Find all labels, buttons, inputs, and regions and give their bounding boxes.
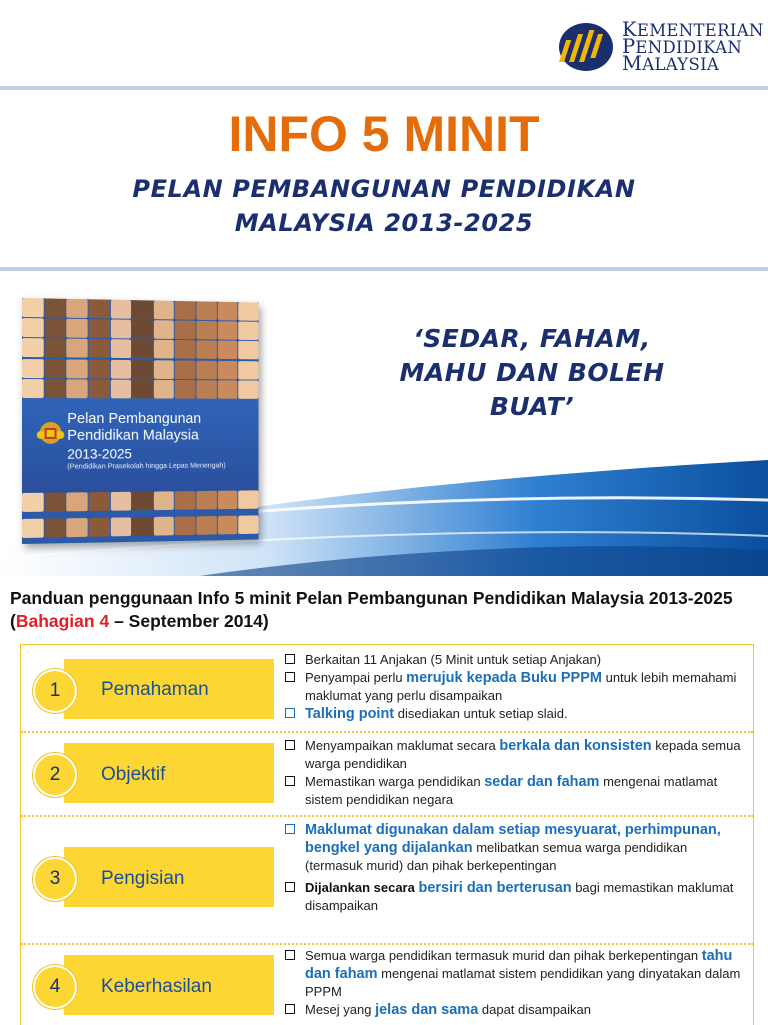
book-title-band xyxy=(22,398,259,493)
book-title-1: Pelan Pembangunan xyxy=(67,410,202,427)
table-row xyxy=(21,943,753,1025)
student-photo-tile xyxy=(218,302,238,321)
student-photo-tile xyxy=(44,518,65,537)
checkbox-bullet-icon xyxy=(285,1004,295,1014)
student-photo-tile xyxy=(239,341,259,360)
row-items xyxy=(283,651,745,723)
student-photo-tile xyxy=(44,379,65,398)
student-photo-tile xyxy=(22,493,43,512)
student-photo-tile xyxy=(67,359,88,378)
book-years: 2013-2025 xyxy=(67,445,132,462)
slogan-line-1: ‘SEDAR, FAHAM, xyxy=(413,324,651,353)
subtitle-line-1: PELAN PEMBANGUNAN PENDIDIKAN xyxy=(132,175,636,203)
student-photo-tile xyxy=(89,492,110,511)
student-photo-tile xyxy=(196,360,216,379)
checkbox-bullet-icon xyxy=(285,824,295,834)
student-photo-tile xyxy=(89,379,110,398)
student-photo-tile xyxy=(239,322,259,341)
list-item: Penyampai perlu merujuk kepada Buku PPPM untuk lebih memahami maklumat yang perlu disampaikan xyxy=(283,669,745,705)
row-label: Objektif xyxy=(101,764,166,785)
book-title-2: Pendidikan Malaysia xyxy=(67,426,199,444)
student-photo-tile xyxy=(132,320,153,339)
student-photo-tile xyxy=(239,380,259,398)
student-photo-tile xyxy=(22,318,43,337)
student-photo-tile xyxy=(196,301,216,320)
ministry-name: KEMENTERIAN PENDIDIKAN MALAYSIA xyxy=(622,18,764,75)
usage-guide-heading: Panduan penggunaan Info 5 minit Pelan Pembangunan Pendidikan Malaysia 2013-2025 (Bahagian 4 – September 2014) xyxy=(10,588,733,631)
student-photo-tile xyxy=(44,359,65,378)
row-number-badge: 4 xyxy=(33,965,77,1009)
student-photo-tile xyxy=(154,380,174,399)
student-photo-tile xyxy=(239,490,259,509)
list-item: Berkaitan 11 Anjakan (5 Minit untuk setiap Anjakan) xyxy=(283,651,745,669)
page-subtitle xyxy=(0,172,768,240)
checkbox-bullet-icon xyxy=(285,672,295,682)
student-photo-tile xyxy=(175,321,195,340)
student-photo-tile xyxy=(22,338,43,357)
student-photo-tile xyxy=(67,492,88,511)
student-photo-tile xyxy=(132,380,153,399)
book-scope: (Pendidikan Prasekolah hingga Lepas Menengah) xyxy=(67,460,226,471)
student-photo-tile xyxy=(154,360,174,379)
row-items xyxy=(283,737,745,809)
student-photo-tile xyxy=(110,492,131,511)
student-photo-tile xyxy=(175,491,195,510)
student-photo-tile xyxy=(67,379,88,398)
part-label: Bahagian 4 xyxy=(15,611,110,631)
malaysia-crest-icon xyxy=(36,420,65,446)
student-photo-tile xyxy=(110,320,131,339)
student-photo-tile xyxy=(44,298,65,317)
student-photo-tile xyxy=(132,300,153,319)
ministry-emblem-icon xyxy=(558,22,614,72)
student-photo-tile xyxy=(44,339,65,358)
student-photo-tile xyxy=(154,340,174,359)
row-label: Pengisian xyxy=(101,868,185,889)
table-row xyxy=(21,731,753,815)
row-number-badge: 2 xyxy=(33,753,77,797)
student-photo-tile xyxy=(22,359,43,378)
student-photo-tile xyxy=(132,340,153,359)
student-photo-tile xyxy=(154,320,174,339)
slogan xyxy=(352,322,712,424)
student-photo-tile xyxy=(239,302,259,321)
student-photo-tile xyxy=(89,319,110,338)
student-photo-tile xyxy=(196,491,216,510)
checkbox-bullet-icon xyxy=(285,950,295,960)
student-photo-tile xyxy=(196,516,216,535)
student-photo-tile xyxy=(196,341,216,360)
table-row xyxy=(21,645,753,731)
list-item: Menyampaikan maklumat secara berkala dan konsisten kepada semua warga pendidikan xyxy=(283,737,745,773)
slogan-line-3: BUAT’ xyxy=(489,392,575,421)
student-photo-tile xyxy=(110,379,131,398)
student-photos-top xyxy=(22,298,259,399)
student-photo-tile xyxy=(22,379,43,398)
student-photo-tile xyxy=(175,516,195,535)
row-label-bar xyxy=(64,743,274,803)
student-photo-tile xyxy=(239,361,259,379)
student-photo-tile xyxy=(154,301,174,320)
checkbox-bullet-icon xyxy=(285,882,295,892)
list-item: Maklumat digunakan dalam setiap mesyuarat, perhimpunan, bengkel yang dijalankan melibatkan semua warga pendidikan (termasuk murid) dan pihak berkepentingan xyxy=(283,821,745,875)
row-number-badge: 3 xyxy=(33,857,77,901)
row-items xyxy=(283,821,745,915)
student-photo-tile xyxy=(67,319,88,338)
student-photo-tile xyxy=(110,359,131,378)
list-item: Talking point disediakan untuk setiap slaid. xyxy=(283,705,745,723)
student-photo-tile xyxy=(218,321,238,340)
ministry-logo xyxy=(558,20,763,75)
student-photo-tile xyxy=(110,517,131,536)
checkbox-bullet-icon xyxy=(285,708,295,718)
student-photos-bottom xyxy=(22,490,259,544)
checkbox-bullet-icon xyxy=(285,654,295,664)
student-photo-tile xyxy=(132,517,153,536)
row-label: Pemahaman xyxy=(101,679,209,700)
student-photo-tile xyxy=(239,515,259,534)
subtitle-line-2: MALAYSIA 2013-2025 xyxy=(234,209,534,237)
student-photo-tile xyxy=(218,516,238,535)
student-photo-tile xyxy=(196,321,216,340)
hero-banner xyxy=(0,280,768,576)
student-photo-tile xyxy=(132,492,153,511)
student-photo-tile xyxy=(175,340,195,359)
student-photo-tile xyxy=(175,360,195,379)
student-photo-tile xyxy=(218,360,238,379)
student-photo-tile xyxy=(218,491,238,510)
slogan-line-2: MAHU DAN BOLEH xyxy=(399,358,665,387)
list-item: Mesej yang jelas dan sama dapat disampaikan xyxy=(283,1001,745,1019)
row-number-badge: 1 xyxy=(33,669,77,713)
student-photo-tile xyxy=(67,518,88,537)
student-photo-tile xyxy=(44,493,65,512)
checkbox-bullet-icon xyxy=(285,776,295,786)
student-photo-tile xyxy=(89,299,110,318)
student-photo-tile xyxy=(89,359,110,378)
row-label: Keberhasilan xyxy=(101,976,212,997)
student-photo-tile xyxy=(67,299,88,318)
student-photo-tile xyxy=(89,339,110,358)
row-items xyxy=(283,947,745,1019)
student-photo-tile xyxy=(154,517,174,536)
list-item: Dijalankan secara bersiri dan berterusan bagi memastikan maklumat disampaikan xyxy=(283,879,745,915)
student-photo-tile xyxy=(154,491,174,510)
student-photo-tile xyxy=(196,380,216,399)
student-photo-tile xyxy=(175,301,195,320)
student-photo-tile xyxy=(67,339,88,358)
student-photo-tile xyxy=(110,300,131,319)
info-table xyxy=(20,644,754,1025)
student-photo-tile xyxy=(132,360,153,379)
header-divider xyxy=(0,267,768,271)
student-photo-tile xyxy=(22,298,43,317)
page-title: INFO 5 MINIT xyxy=(228,106,540,162)
student-photo-tile xyxy=(218,380,238,398)
student-photo-tile xyxy=(44,319,65,338)
student-photo-tile xyxy=(89,518,110,537)
list-item: Memastikan warga pendidikan sedar dan faham mengenai matlamat sistem pendidikan negara xyxy=(283,773,745,809)
top-divider xyxy=(0,86,768,90)
student-photo-tile xyxy=(110,340,131,359)
student-photo-tile xyxy=(175,380,195,399)
student-photo-tile xyxy=(218,341,238,360)
list-item: Semua warga pendidikan termasuk murid dan pihak berkepentingan tahu dan faham mengenai matlamat sistem pendidikan yang dinyatakan dalam PPPM xyxy=(283,947,745,1001)
table-row xyxy=(21,815,753,943)
checkbox-bullet-icon xyxy=(285,740,295,750)
pppm-book-cover xyxy=(22,298,259,544)
student-photo-tile xyxy=(22,519,43,538)
